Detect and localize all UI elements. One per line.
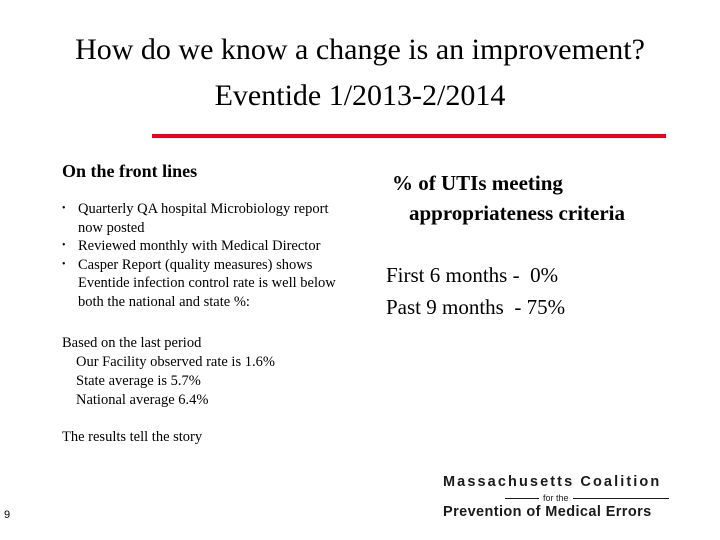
slide-subtitle: Eventide 1/2013-2/2014 [214,79,506,112]
rates-intro: Based on the last period [62,335,202,351]
logo-rule [505,498,669,499]
title-divider [152,134,666,138]
bullet-text: Reviewed monthly with Medical Director [78,238,321,254]
slide-title: How do we know a change is an improvement? [75,33,645,66]
bullet-icon: • [62,258,66,270]
bullet-text: Casper Report (quality measures) shows Eventide infection control rate is well below both the national and state %: [78,256,336,310]
page-number: 9 [4,509,11,521]
national-rate: National average 6.4% [76,392,209,408]
logo-top-text: Massachusetts Coalition [443,474,662,490]
bullet-icon: • [62,240,66,251]
bullet-item [62,200,352,237]
bullet-item [62,237,352,256]
logo-for-text: for the [539,492,573,504]
right-heading [392,168,625,228]
state-rate: State average is 5.7% [76,373,201,389]
stat-past-9-months: Past 9 months - 75% [386,295,566,319]
rates-block [62,334,275,410]
bullet-item [62,256,352,312]
right-heading-line2: appropriateness criteria [409,201,625,225]
uti-stats [386,259,565,323]
bullet-text: Quarterly QA hospital Microbiology report now posted [78,201,329,236]
bullet-list [62,200,352,311]
coalition-logo [443,474,673,520]
facility-rate: Our Facility observed rate is 1.6% [76,354,275,370]
logo-bottom-text: Prevention of Medical Errors [443,504,652,520]
left-heading: On the front lines [62,161,198,181]
right-heading-line1: % of UTIs meeting [392,171,563,195]
results-text: The results tell the story [62,429,203,445]
bullet-icon: • [62,203,66,214]
stat-first-6-months: First 6 months - 0% [386,263,559,287]
logo-divider [443,492,673,504]
